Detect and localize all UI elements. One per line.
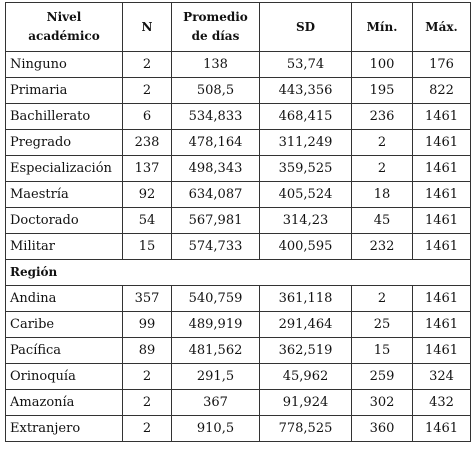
- cell-min: 18: [352, 182, 413, 208]
- header-n: N: [123, 3, 172, 52]
- row-label: Maestría: [6, 182, 123, 208]
- header-row: [6, 3, 471, 52]
- cell-min: 2: [352, 130, 413, 156]
- cell-promedio: 489,919: [172, 312, 260, 338]
- cell-promedio: 138: [172, 52, 260, 78]
- cell-max: 1461: [413, 208, 471, 234]
- row-label: Especialización: [6, 156, 123, 182]
- cell-sd: 405,524: [260, 182, 352, 208]
- table-row: [6, 156, 471, 182]
- row-label: Andina: [6, 286, 123, 312]
- cell-promedio: 574,733: [172, 234, 260, 260]
- cell-min: 45: [352, 208, 413, 234]
- cell-max: 176: [413, 52, 471, 78]
- cell-min: 360: [352, 416, 413, 442]
- row-label: Militar: [6, 234, 123, 260]
- row-label: Ninguno: [6, 52, 123, 78]
- cell-sd: 53,74: [260, 52, 352, 78]
- table-row: [6, 364, 471, 390]
- cell-sd: 45,962: [260, 364, 352, 390]
- cell-n: 137: [123, 156, 172, 182]
- cell-max: 1461: [413, 234, 471, 260]
- table-row: [6, 52, 471, 78]
- header-max: Máx.: [413, 3, 471, 52]
- cell-promedio: 367: [172, 390, 260, 416]
- row-label: Pacífica: [6, 338, 123, 364]
- cell-promedio: 534,833: [172, 104, 260, 130]
- header-promedio: Promedio de días: [172, 3, 260, 52]
- row-label: Extranjero: [6, 416, 123, 442]
- cell-n: 89: [123, 338, 172, 364]
- table-row: [6, 104, 471, 130]
- cell-min: 100: [352, 52, 413, 78]
- cell-sd: 359,525: [260, 156, 352, 182]
- cell-max: 1461: [413, 286, 471, 312]
- cell-n: 54: [123, 208, 172, 234]
- cell-min: 302: [352, 390, 413, 416]
- cell-sd: 311,249: [260, 130, 352, 156]
- cell-max: 1461: [413, 104, 471, 130]
- table-row: [6, 208, 471, 234]
- cell-sd: 468,415: [260, 104, 352, 130]
- cell-sd: 361,118: [260, 286, 352, 312]
- cell-min: 15: [352, 338, 413, 364]
- table-row: [6, 182, 471, 208]
- cell-max: 1461: [413, 312, 471, 338]
- table-row: [6, 130, 471, 156]
- cell-n: 2: [123, 364, 172, 390]
- cell-n: 2: [123, 52, 172, 78]
- cell-promedio: 481,562: [172, 338, 260, 364]
- cell-max: 1461: [413, 156, 471, 182]
- cell-sd: 778,525: [260, 416, 352, 442]
- cell-n: 2: [123, 390, 172, 416]
- cell-min: 195: [352, 78, 413, 104]
- cell-promedio: 540,759: [172, 286, 260, 312]
- cell-sd: 362,519: [260, 338, 352, 364]
- table-body: [6, 52, 471, 442]
- row-label: Pregrado: [6, 130, 123, 156]
- table-row: [6, 312, 471, 338]
- cell-sd: 400,595: [260, 234, 352, 260]
- cell-n: 15: [123, 234, 172, 260]
- row-label: Orinoquía: [6, 364, 123, 390]
- cell-max: 1461: [413, 416, 471, 442]
- cell-sd: 443,356: [260, 78, 352, 104]
- cell-n: 238: [123, 130, 172, 156]
- cell-promedio: 498,343: [172, 156, 260, 182]
- row-label: Primaria: [6, 78, 123, 104]
- cell-max: 1461: [413, 130, 471, 156]
- row-label: Doctorado: [6, 208, 123, 234]
- cell-n: 6: [123, 104, 172, 130]
- cell-promedio: 478,164: [172, 130, 260, 156]
- header-min: Mín.: [352, 3, 413, 52]
- cell-min: 232: [352, 234, 413, 260]
- table-row: [6, 234, 471, 260]
- cell-sd: 91,924: [260, 390, 352, 416]
- table-row: [6, 338, 471, 364]
- cell-sd: 314,23: [260, 208, 352, 234]
- cell-min: 236: [352, 104, 413, 130]
- cell-promedio: 634,087: [172, 182, 260, 208]
- row-label: Caribe: [6, 312, 123, 338]
- cell-n: 99: [123, 312, 172, 338]
- cell-max: 324: [413, 364, 471, 390]
- cell-max: 432: [413, 390, 471, 416]
- table-row: [6, 286, 471, 312]
- cell-n: 92: [123, 182, 172, 208]
- cell-promedio: 291,5: [172, 364, 260, 390]
- cell-promedio: 910,5: [172, 416, 260, 442]
- cell-max: 1461: [413, 182, 471, 208]
- cell-min: 25: [352, 312, 413, 338]
- cell-promedio: 567,981: [172, 208, 260, 234]
- cell-n: 2: [123, 416, 172, 442]
- row-label: Amazonía: [6, 390, 123, 416]
- cell-max: 1461: [413, 338, 471, 364]
- section-row-region: [6, 260, 471, 286]
- cell-n: 357: [123, 286, 172, 312]
- section-title-region: Región: [6, 260, 471, 286]
- cell-promedio: 508,5: [172, 78, 260, 104]
- statistics-table: [5, 2, 471, 442]
- table-row: [6, 416, 471, 442]
- cell-min: 259: [352, 364, 413, 390]
- cell-min: 2: [352, 286, 413, 312]
- cell-max: 822: [413, 78, 471, 104]
- cell-n: 2: [123, 78, 172, 104]
- table-row: [6, 78, 471, 104]
- cell-sd: 291,464: [260, 312, 352, 338]
- header-nivel: Nivel académico: [6, 3, 123, 52]
- row-label: Bachillerato: [6, 104, 123, 130]
- table-row: [6, 390, 471, 416]
- table-header: [6, 3, 471, 52]
- cell-min: 2: [352, 156, 413, 182]
- header-sd: SD: [260, 3, 352, 52]
